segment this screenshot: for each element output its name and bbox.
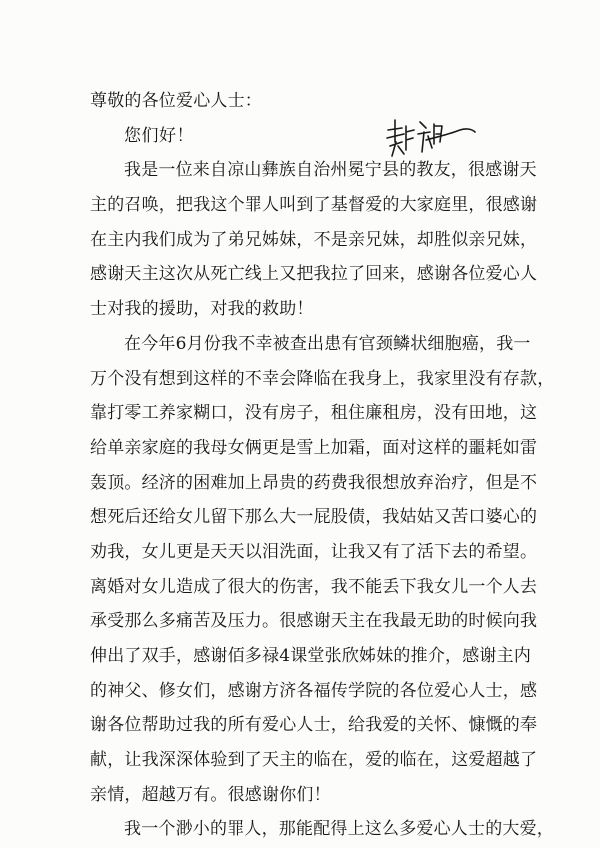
paragraph-line: 在今年6月份我不幸被查出患有官颈鳞状细胞癌，我一	[124, 333, 531, 354]
paragraph-line: 我是一位来自凉山彝族自治州冕宁县的教友，很感谢天	[124, 160, 537, 181]
salutation: 尊敬的各位爱心人士：	[90, 91, 262, 111]
paragraph-line: 劝我，女儿更是天天以泪洗面，让我又有了活下去的希望。	[90, 541, 538, 562]
letter-body	[90, 84, 555, 847]
paragraph-line: 离婚对女儿造成了很大的伤害，我不能丢下我女儿一个人去	[90, 576, 538, 597]
paragraph-line: 主的召唤，把我这个罪人叫到了基督爱的大家庭里，很感谢	[90, 195, 538, 216]
paragraph-line: 我一个渺小的罪人，那能配得上这么多爱心人士的大爱，	[124, 819, 554, 840]
handwritten-signature	[382, 112, 478, 166]
paragraph-line: 的神父、修女们，感谢方济各福传学院的各位爱心人士，感	[90, 680, 538, 701]
paragraph-line: 给单亲家庭的我母女俩更是雪上加霜，面对这样的噩耗如雷	[90, 437, 538, 458]
paragraph-line: 承受那么多痛苦及压力。很感谢天主在我最无助的时候向我	[90, 611, 538, 632]
paragraph-line: 伸出了双手，感谢佰多禄4课堂张欣姊妹的推介，感谢主内	[90, 646, 532, 666]
paragraph-line: 感谢天主这次从死亡线上又把我拉了回来，感谢各位爱心人	[90, 264, 538, 285]
paragraph-line: 士对我的援助，对我的救助！	[90, 299, 314, 320]
paragraph-line: 靠打零工养家糊口，没有房子，租住廉租房，没有田地，这	[90, 403, 538, 424]
paragraph-line: 亲情，超越万有。很感谢你们！	[90, 784, 331, 805]
greeting: 您们好！	[124, 125, 194, 146]
paragraph-line: 谢各位帮助过我的所有爱心人士，给我爱的关怀、慷慨的奉	[90, 715, 538, 736]
paragraph-line: 想死后还给女儿留下那么大一屁股债，我姑姑又苦口婆心的	[90, 507, 538, 528]
paragraph-line: 在主内我们成为了弟兄姊妹，不是亲兄妹，却胜似亲兄妹，	[90, 229, 538, 250]
paragraph-line: 万个没有想到这样的不幸会降临在我身上，我家里没有存款，	[90, 368, 555, 389]
paragraph-line: 献，让我深深体验到了天主的临在，爱的临在，这爱超越了	[90, 750, 538, 771]
paragraph-line: 轰顶。经济的困难加上昂贵的药费我很想放弃治疗，但是不	[90, 472, 538, 493]
